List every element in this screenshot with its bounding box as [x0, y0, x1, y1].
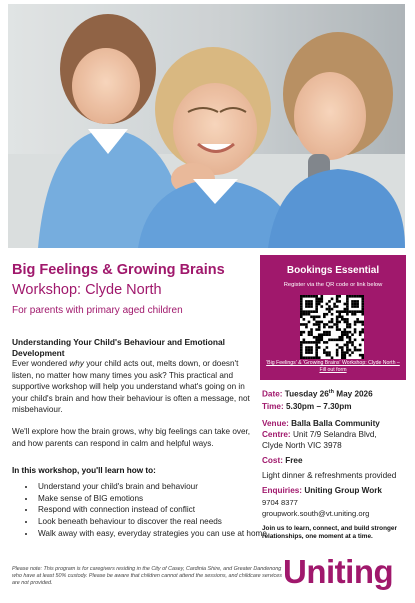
- learn-heading: In this workshop, you'll learn how to:: [12, 466, 156, 475]
- venue-row: Venue: Balla Balla Community: [262, 419, 380, 428]
- food-note: Light dinner & refreshments provided: [262, 471, 397, 480]
- title-line-1: Big Feelings & Growing Brains: [12, 262, 225, 278]
- hero-photo: [8, 4, 405, 248]
- list-item: • Look beneath behaviour to discover the real needs: [36, 516, 276, 528]
- booking-box: [260, 255, 406, 380]
- centre-row: Centre: Unit 7/9 Selandra Blvd,: [262, 430, 377, 439]
- learn-list: [22, 481, 276, 540]
- qr-code-icon[interactable]: [300, 295, 364, 359]
- section-heading: Understanding Your Child's Behaviour and Emotional Development: [12, 337, 225, 358]
- subtitle: For parents with primary aged children: [12, 305, 183, 316]
- booking-form-link[interactable]: 'Big Feelings' & 'Growing Brains' Workshop: Clyde North – Fill out form: [266, 360, 400, 373]
- booking-heading: Bookings Essential: [286, 265, 380, 276]
- eligibility-note: Please note: This program is for caregivers residing in the City of Casey, Cardinia Shire, and Greater Dandenong who have at least 50% custody. Please be aware that children cannot attend the sessions, and childcare services are not provided.: [12, 566, 282, 587]
- list-item: • Make sense of BIG emotions: [36, 493, 276, 505]
- list-item: • Understand your child's brain and behaviour: [36, 481, 276, 493]
- booking-subheading: Register via the QR code or link below: [283, 282, 383, 288]
- explore-paragraph: We'll explore how the brain grows, why big feelings can take over, and how parents can respond in calm and helpful ways.: [12, 427, 251, 448]
- enquiries-row: Enquiries: Uniting Group Work: [262, 486, 382, 495]
- time-row: Time: 5.30pm – 7.30pm: [262, 402, 352, 411]
- title-line-2: Workshop: Clyde North: [12, 282, 162, 298]
- email-address[interactable]: groupwork.south@vt.uniting.org: [262, 509, 370, 518]
- phone-number: 9704 8377: [262, 498, 298, 507]
- cost-row: Cost: Free: [262, 456, 303, 465]
- list-item: • Walk away with easy, everyday strategies you can use at home: [36, 528, 276, 540]
- venue-city: Clyde North VIC 3978: [262, 441, 342, 450]
- uniting-logo: Uniting: [283, 553, 394, 590]
- list-item: • Respond with connection instead of conflict: [36, 504, 276, 516]
- date-row: Date: Tuesday 26th May 2026: [262, 389, 373, 399]
- intro-paragraph: Ever wondered why your child acts out, melts down, or doesn't listen, no matter how many times you ask? This practical and supportive workshop will help you understand what's going on in your child's brain and how their behaviour is often a message, not misbehaviour.: [12, 359, 250, 415]
- tagline: Join us to learn, connect, and build stronger relationships, one moment at a time.: [262, 525, 397, 541]
